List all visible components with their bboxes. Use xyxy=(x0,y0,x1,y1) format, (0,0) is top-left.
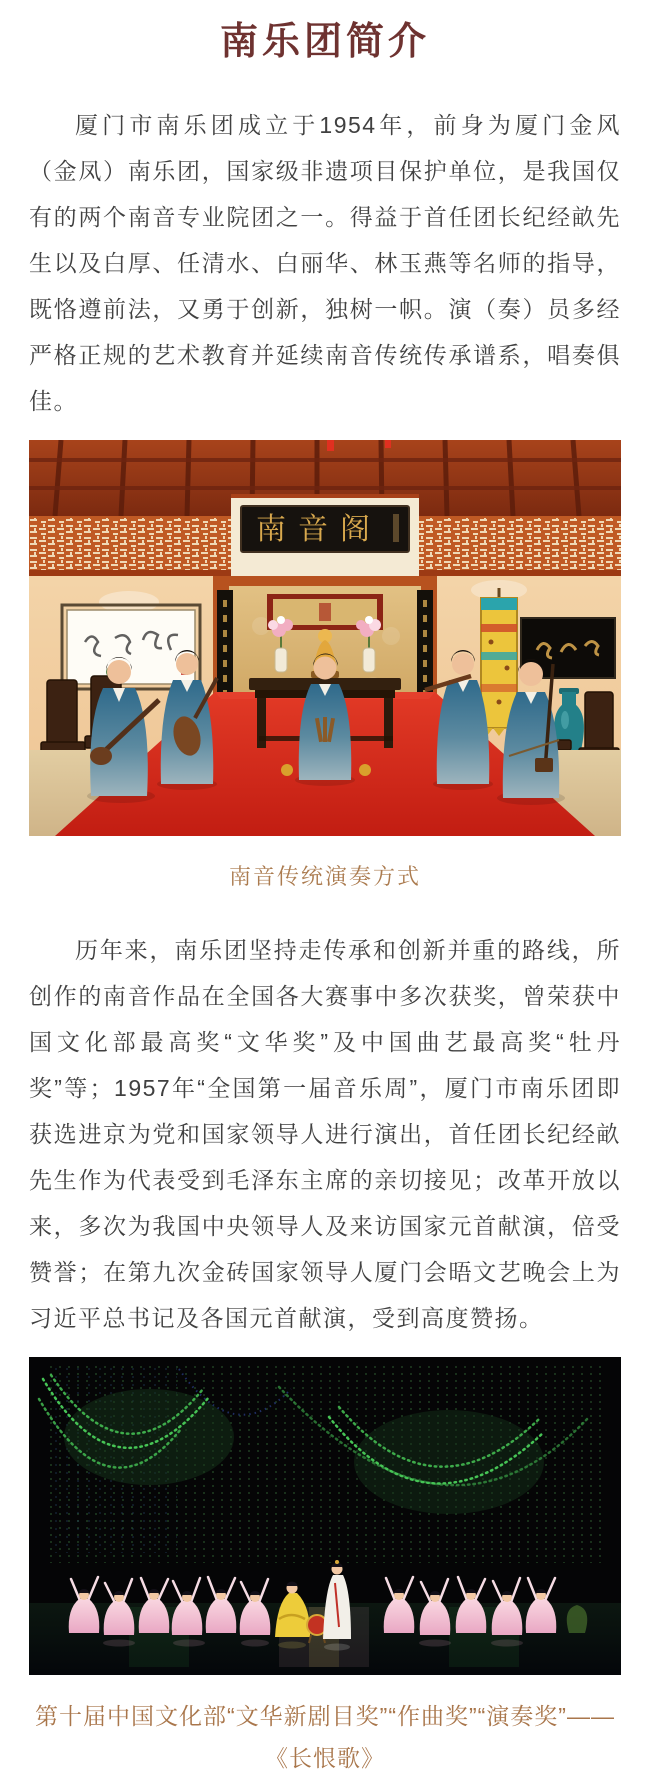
ensemble-photo xyxy=(29,440,621,836)
bead-curtains xyxy=(39,1365,603,1563)
history-paragraph: 历年来，南乐团坚持走传承和创新并重的路线，所创作的南音作品在全国各大赛事中多次获奖，曾荣获中国文化部最高奖“文华奖”及中国曲艺最高奖“牡丹奖”等；1957年“全国第一届音乐周”，厦门市南乐团即获选进京为党和国家领导人进行演出，首任团长纪经畝先生作为代表受到毛泽东主席的亲切接见；改革开放以来，多次为我国中央领导人及来访国家元首献演，倍受赞誉；在第九次金砖国家领导人厦门会晤文艺晚会上为习近平总书记及各国元首献演，受到高度赞扬。 xyxy=(29,937,621,1331)
lantern-accent xyxy=(385,440,391,448)
lantern-accent xyxy=(327,440,334,451)
plaque-text: 南音阁 xyxy=(256,513,382,546)
photo1-caption: 南音传统演奏方式 xyxy=(228,864,421,889)
calligraphy-frame xyxy=(62,605,200,689)
ensemble-photo-figure xyxy=(29,440,621,836)
photo2-caption-line1: 第十届中国文化部“文华新剧目奖”“作曲奖”“演奏奖”—— xyxy=(35,1703,615,1729)
stage-photo xyxy=(29,1357,621,1675)
stage-photo-figure xyxy=(29,1357,621,1675)
page-title: 南乐团简介 xyxy=(219,21,430,63)
intro-paragraph: 厦门市南乐团成立于1954年，前身为厦门金风（金凤）南乐团，国家级非遗项目保护单位，是我国仅有的两个南音专业院团之一。得益于首任团长纪经畝先生以及白厚、任清水、白丽华、林玉燕等名师的指导，既恪遵前法，又勇于创新，独树一帜。演（奏）员多经严格正规的艺术教育并延续南音传统传承谱系，唱奏俱佳。 xyxy=(29,112,621,414)
photo2-caption xyxy=(0,1695,650,1779)
photo2-caption-line2: 《长恨歌》 xyxy=(265,1745,385,1771)
nanyin-plaque xyxy=(231,494,419,576)
